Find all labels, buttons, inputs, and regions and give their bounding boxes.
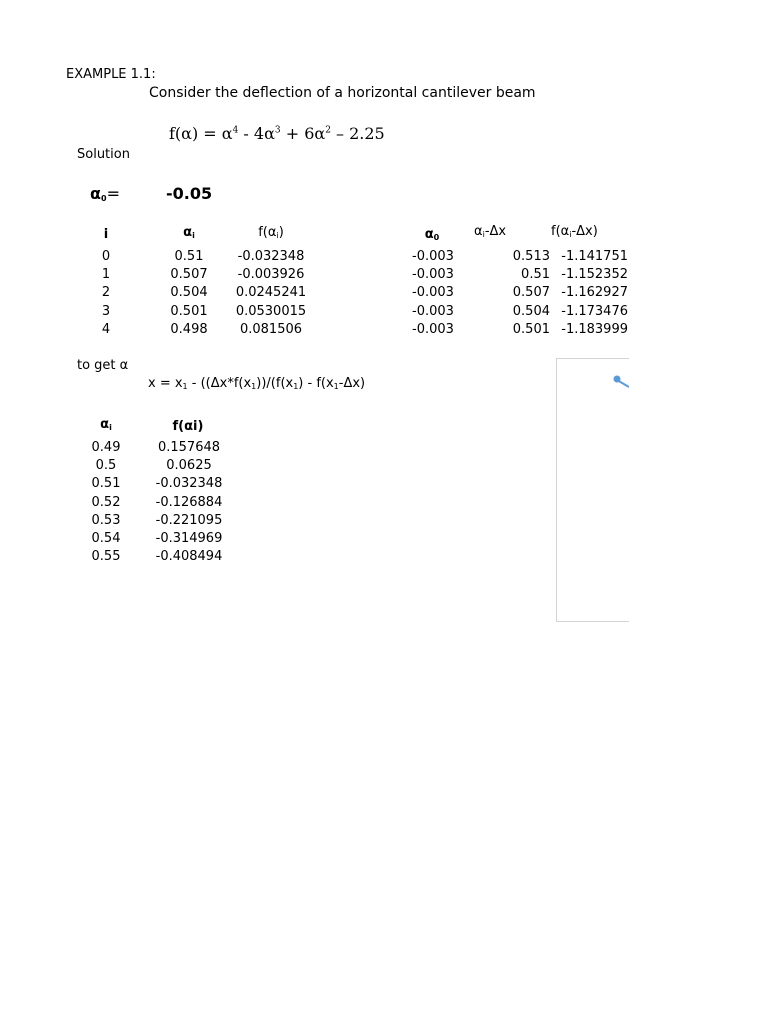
cell-alpha: 0.501 xyxy=(170,303,208,319)
col-header-alpha-dx-pre: α xyxy=(474,224,483,239)
cell-f: -0.003926 xyxy=(237,267,305,283)
alpha0-equals: = xyxy=(106,184,120,203)
col-header-f-alpha-dx-post: -Δx) xyxy=(571,224,598,239)
cell-f: -0.221095 xyxy=(155,512,223,528)
formula-sub-1: 1 xyxy=(182,382,188,391)
col-header-f-post: ) xyxy=(278,225,284,240)
cell-alpha-dx: 0.51 xyxy=(521,267,550,283)
col-header-f-alpha-dx-sub: i xyxy=(569,230,572,239)
cell-alpha0: -0.003 xyxy=(412,285,454,301)
equation-lhs: f(α) = α xyxy=(169,124,233,143)
formula-sub-3: 1 xyxy=(293,382,299,391)
cell-f: 0.157648 xyxy=(157,440,221,455)
equation xyxy=(169,124,385,143)
cell-i: 2 xyxy=(101,285,111,301)
alpha0-value: -0.05 xyxy=(166,184,213,203)
col-header-alpha xyxy=(164,225,214,240)
alpha0-sub: 0 xyxy=(101,194,107,203)
cell-alpha: 0.504 xyxy=(170,285,208,301)
alpha0-label xyxy=(90,184,120,203)
cell-alpha0: -0.003 xyxy=(412,321,454,337)
cell-alpha: 0.5 xyxy=(95,458,117,474)
cell-f: -0.408494 xyxy=(155,549,223,565)
col-header-alpha0 xyxy=(412,227,452,242)
cell-alpha-dx: 0.501 xyxy=(512,321,550,337)
equation-power-4: 4 xyxy=(232,125,239,136)
to-get-label: to get α xyxy=(77,358,129,373)
cell-f-alpha-dx: -1.173476 xyxy=(561,303,628,319)
cell-alpha: 0.51 xyxy=(91,476,121,492)
col-header-f-sub: i xyxy=(276,231,279,240)
cell-f: 0.0625 xyxy=(166,458,212,474)
alpha0-symbol: α xyxy=(90,184,101,203)
chart-data-point xyxy=(614,376,621,383)
t2-header-alpha-sub: i xyxy=(109,423,112,432)
formula-sub-2: 1 xyxy=(251,382,257,391)
col-header-f-pre: f(α xyxy=(258,225,277,240)
cell-alpha0: -0.003 xyxy=(412,267,454,283)
chart-svg xyxy=(557,359,629,621)
equation-term-4: – 2.25 xyxy=(330,124,385,143)
cell-alpha: 0.498 xyxy=(170,321,208,337)
formula-part-e: -Δx) xyxy=(338,376,366,391)
formula-sub-4: 1 xyxy=(333,382,339,391)
col-header-alpha-dx-sub: i xyxy=(482,230,485,239)
cell-alpha-dx: 0.504 xyxy=(512,303,550,319)
col-header-f-alpha-dx xyxy=(551,224,598,239)
cell-f: 0.0530015 xyxy=(235,303,307,319)
col-header-alpha-sub: i xyxy=(192,231,195,240)
cell-f-alpha-dx: -1.183999 xyxy=(561,321,628,337)
cell-f: 0.0245241 xyxy=(235,285,307,301)
col-header-alpha-dx xyxy=(474,224,506,239)
chart-area[interactable] xyxy=(556,358,629,622)
col-header-alpha-dx-post: -Δx xyxy=(484,224,507,239)
formula-part-b: - ((Δx*f(x xyxy=(187,376,252,391)
cell-i: 3 xyxy=(101,303,111,319)
cell-alpha: 0.53 xyxy=(91,512,121,528)
cell-i: 4 xyxy=(101,321,111,337)
t2-header-alpha xyxy=(88,417,124,432)
cell-alpha0: -0.003 xyxy=(412,303,454,319)
cell-f: 0.081506 xyxy=(239,321,303,337)
cell-alpha: 0.55 xyxy=(91,549,121,565)
cell-alpha: 0.52 xyxy=(91,494,121,510)
cell-i: 1 xyxy=(101,267,111,283)
problem-statement: Consider the deflection of a horizontal cantilever beam xyxy=(149,85,536,101)
example-title: EXAMPLE 1.1: xyxy=(66,67,156,82)
cell-alpha-dx: 0.507 xyxy=(512,285,550,301)
cell-f-alpha-dx: -1.162927 xyxy=(561,285,628,301)
equation-term-2: - 4α xyxy=(238,124,275,143)
cell-i: 0 xyxy=(101,249,111,264)
col-header-alpha-sym: α xyxy=(183,225,193,240)
formula-part-a: x = x xyxy=(148,376,183,391)
cell-f-alpha-dx: -1.141751 xyxy=(561,249,628,264)
cell-f-alpha-dx: -1.152352 xyxy=(561,267,628,283)
cell-f: -0.126884 xyxy=(155,494,223,510)
cell-alpha: 0.54 xyxy=(91,531,121,546)
cell-f: -0.032348 xyxy=(237,249,305,264)
cell-alpha: 0.51 xyxy=(174,249,204,264)
secant-formula xyxy=(148,376,365,391)
formula-part-c: ))/(f(x xyxy=(256,376,294,391)
cell-alpha: 0.507 xyxy=(170,267,208,283)
formula-part-d: ) - f(x xyxy=(298,376,334,391)
col-header-alpha0-sym: α xyxy=(424,227,434,242)
cell-alpha: 0.49 xyxy=(91,440,121,455)
cell-alpha-dx: 0.513 xyxy=(512,249,550,264)
col-header-f xyxy=(240,225,302,240)
t2-header-alpha-sym: α xyxy=(100,417,110,432)
cell-alpha0: -0.003 xyxy=(412,249,454,264)
t2-header-f: f(αi) xyxy=(172,419,204,434)
equation-power-2: 2 xyxy=(325,125,331,136)
equation-term-3: + 6α xyxy=(280,124,326,143)
cell-f: -0.314969 xyxy=(155,531,223,546)
col-header-f-alpha-dx-pre: f(α xyxy=(551,224,570,239)
col-header-alpha0-sub: 0 xyxy=(433,233,440,242)
col-header-i: i xyxy=(103,227,109,242)
solution-label: Solution xyxy=(77,147,130,162)
equation-power-3: 3 xyxy=(274,125,281,136)
cell-f: -0.032348 xyxy=(155,476,223,492)
